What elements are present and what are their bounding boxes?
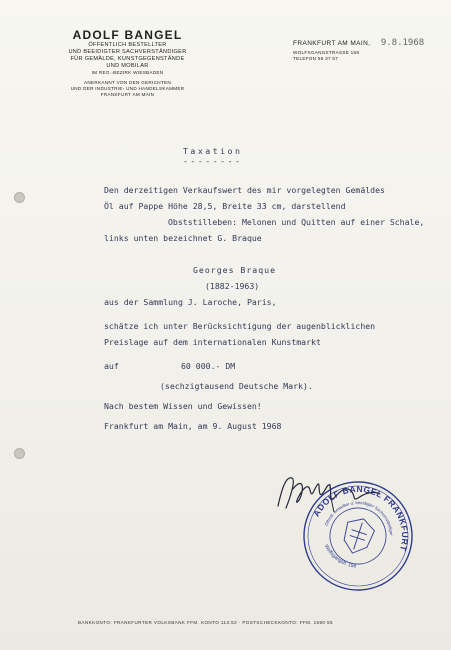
letterhead-address: WOLFSGANGSTRASSE 158	[293, 50, 360, 55]
letterhead-city: FRANKFURT AM MAIN,	[293, 40, 371, 47]
body-line: aus der Sammlung J. Laroche, Paris,	[104, 297, 277, 307]
letterhead-recognition: ANERKANNT VON DEN GERICHTEN	[84, 80, 171, 85]
artist-dates: (1882-1963)	[205, 281, 260, 291]
stamp-emblem	[339, 515, 377, 558]
body-line: Preislage auf dem internationalen Kunstmarkt	[104, 337, 321, 347]
valuation-amount: 60 000.- DM	[181, 361, 236, 371]
letterhead-line: UND BEEIDIGTER SACHVERSTÄNDIGER	[68, 49, 187, 55]
stamp-bottom-text: Wolfsgangstr. 158	[322, 543, 357, 570]
body-line: Öl auf Pappe Höhe 28,5, Breite 33 cm, darstellend	[104, 201, 346, 211]
valuation-words: (sechzigtausend Deutsche Mark).	[160, 381, 313, 391]
letterhead-line: UND MOBILAR	[106, 63, 149, 69]
body-line: Den derzeitigen Verkaufswert des mir vorgelegten Gemäldes	[104, 185, 385, 195]
title-underline: --------	[183, 156, 243, 166]
letterhead-line: FÜR GEMÄLDE, KUNSTGEGENSTÄNDE	[70, 56, 185, 62]
valuation-prefix: auf	[104, 361, 119, 371]
punch-hole-top	[14, 192, 25, 203]
letterhead-left	[40, 28, 215, 98]
letterhead-line: ÖFFENTLICH BESTELLTER	[88, 42, 167, 48]
footer-bank-details: BANKKONTO: FRANKFURTER VOLKSBANK FFM. KONTO 113.52 · POSTSCHECKKONTO: FFM. 1690 55	[78, 620, 333, 625]
letter-date: 9.8.1968	[380, 38, 425, 48]
body-line: Nach bestem Wissen und Gewissen!	[104, 401, 262, 411]
punch-hole-bottom	[14, 448, 25, 459]
letterhead-name: ADOLF BANGEL	[72, 28, 183, 42]
letterhead-recognition: UND DER INDUSTRIE- UND HANDELSKAMMER	[70, 86, 185, 91]
body-line: links unten bezeichnet G. Braque	[104, 233, 262, 243]
stamp-inner-text: Öffentl. bestellter u. beeidigter Sachverständiger	[323, 499, 395, 536]
stamp-outer-text: ADOLF BANGEL FRANKFURT/M.	[311, 483, 411, 553]
artist-name: Georges Braque	[193, 265, 277, 275]
place-date-line: Frankfurt am Main, am 9. August 1968	[104, 421, 282, 431]
body-line: schätze ich unter Berücksichtigung der augenblicklichen	[104, 321, 376, 331]
official-stamp	[300, 478, 416, 594]
letterhead-recognition: FRANKFURT AM MAIN	[100, 92, 155, 97]
body-line: Obststilleben: Melonen und Quitten auf einer Schale,	[168, 217, 425, 227]
letterhead-region: IM REG.-BEZIRK WIESBADEN	[91, 70, 164, 75]
letterhead-phone: TELEFON 55 37 67	[293, 56, 339, 61]
document-title: Taxation	[183, 146, 243, 156]
svg-text:ADOLF BANGEL FRANKFURT/M.	[300, 478, 416, 553]
letterhead-right	[293, 32, 433, 62]
